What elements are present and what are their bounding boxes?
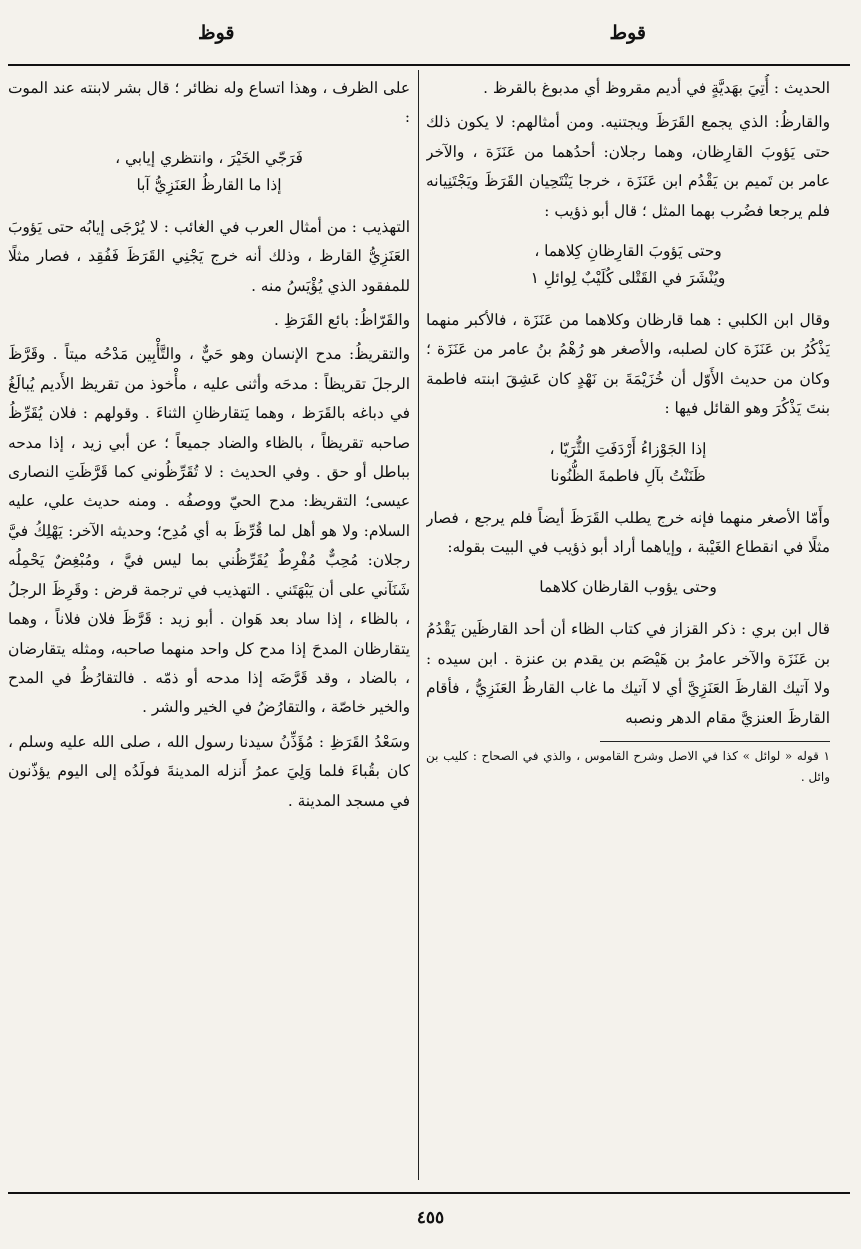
left-paragraph-5: وسَعْدُ القَرَظِ : مُؤَذِّنُ سيدنا رسول الله ، صلى الله عليه وسلم ، كان بقُباءَ فلما وَلِيَ عمرُ أَنزله المدينةَ فولَدُه إلى اليوم يؤذّنون في مسجد المدينة . <box>8 732 410 810</box>
left-paragraph-4: والتقريظُ: مدح الإنسان وهو حَيٌّ ، والتَّأْبِين مَدْحُه ميتاً . وقَرَّظَ الرجلَ تقريظاً : مدحَه وأثنى عليه ، مأْخوذ من تقريظ الأَديم يُبالَغُ في دباغه بالقَرَظ ، وهما يَتقارظانِ الثناءَ . وقولهم : فلان يُقَرِّظُ صاحبه تقريظاً ، بالظاء والضاد جميعاً ؛ عن أبي زيد ، إذا مدحه بباطل أو حق . وفي الحديث : لا تُقَرِّظُوني كما قَرَّظَتِ النصارى عيسى؛ التقريظ: مدح الحيّ ووصفُه . ومنه حديث علي، عليه السلام: ولا هو أهل لما قُرِّظَ به أي مُدِح؛ وحديثه الآخر: يَهْلِكُ فيَّ رجلان: مُحِبٌّ مُفْرِطٌ يُقَرِّظُني بما ليس فيَّ ، ومُبْغِضٌ يَحْمِلُه شَنَآني على أن يَبْهَتَني . التهذيب في ترجمة قرض : وقَرِظَ الرجلُ ، بالظاء ، إذا ساد بعد هَوان . أبو زيد : قَرَّظَ فلان فلاناً ، وهما يتقارظان المدحَ إذا مدح كل واحد منهما صاحبه، ومثله يتقارضان ، بالضاد ، وقد قَرَّضَه إذا مدحه أو ذمّه . فالتقارُظُ في المدح والخير خاصّة ، والتقارُضُ في الخير والشر . <box>8 345 410 717</box>
left-column <box>8 74 410 1178</box>
left-verse-1-line-1: فَرَجّي الخَيْرَ ، وانتظري إيابي ، <box>115 148 303 167</box>
left-paragraph-3: والقَرّاظُ: بائع القَرَظِ . <box>273 311 410 330</box>
header-left-word: قوظ <box>198 22 235 44</box>
right-paragraph-2: والقارظُ: الذي يجمع القَرَظَ ويجتنيه. ومن أمثالهم: لا يكون ذلك حتى يَؤوبَ القارِظان، وهما رجلان: أحدُهما من عَنَزَة ، والآخر عامر بن تَميم بن يَقْدُم ابن عَنَزَة ، خرجا يَنْتَحِيان القَرَظَ ويَجْتَنِيانه فلم يرجعا فضُرب بهما المثل ؛ قال أبو ذؤيب : <box>426 113 830 220</box>
right-paragraph-5: قال ابن بري : ذكر القزاز في كتاب الظاء أن أحد القارظَين يَقْدُمُ بن عَنَزَة والآخر عامرُ بن هَيْصَم بن يقدم بن عنزة . ابن سيده : ولا آتيك القارظَ العَنَزِيَّ أي لا آتيك ما غاب القارظُ العَنَزِيُّ ، فأقام القارظَ العنزيَّ مقام الدهر ونصبه <box>426 620 830 727</box>
right-verse-2-line-2: ظَنَنْتُ بآلِ فاطمةَ الظُّنُونا <box>550 466 706 485</box>
right-verse-1-line-1: وحتى يَؤوبَ القارِظانِ كِلاهما ، <box>534 242 722 261</box>
right-verse-3 <box>426 574 830 601</box>
right-verse-2 <box>426 436 830 490</box>
left-paragraph-2: التهذيب : من أمثال العرب في الغائب : لا يُرْجَى إيابُه حتى يَؤوبَ العَنَزِيُّ القارظ ، وذلك أنه خرج يَجْنِي القَرَظَ فَفُقِد ، فصار مثلًا للمفقود الذي يُؤْيَسُ منه . <box>8 217 410 295</box>
header-right-word: قوط <box>609 22 646 44</box>
footer-rule <box>8 1192 850 1194</box>
page-number: ٤٥٥ <box>416 1208 445 1228</box>
right-verse-1-line-2: ويُنْشَرَ في القَتْلى كُلَيْبٌ لِوائلِ ١ <box>530 269 726 288</box>
header-rule <box>8 64 850 66</box>
right-verse-2-line-1: إذا الجَوْزاءُ أَرْدَفَتِ الثُّرَيّا ، <box>549 439 707 458</box>
right-column <box>426 74 830 1178</box>
footnote: ١ قوله « لوائل » كذا في الاصل وشرح القاموس ، والذي في الصحاح : كليب بن وائل . <box>426 749 830 785</box>
left-verse-1 <box>8 145 410 199</box>
right-paragraph-1: الحديث : أُتِيَ بهَديَّةٍ في أديم مقروظ أي مدبوغ بالقرظ . <box>483 79 830 97</box>
left-paragraph-1: على الظرف ، وهذا اتساع وله نظائر ؛ قال بشر لابنته عند الموت : <box>8 79 410 127</box>
footnote-rule <box>600 741 830 742</box>
left-verse-1-line-2: إذا ما القارظُ العَنَزِيُّ آبا <box>136 175 282 194</box>
right-verse-3-line-1: وحتى يؤوب القارظان كلاهما <box>539 578 717 597</box>
page-header <box>0 22 861 52</box>
column-divider <box>418 70 419 1180</box>
right-paragraph-3: وقال ابن الكلبي : هما قارظان وكلاهما من عَنَزَة ، فالأكبر منهما يَذْكُرُ بن عَنَزَة كان لصلبه، والأصغر هو رُهْمُ بنُ عامر من عَنَزَة ؛ وكان من حديث الأَوّل أن خُزَيْمَةَ بن نَهْدٍ كان عَشِقَ ابنته فاطمة بنتَ يَذْكُرَ وهو القائل فيها : <box>426 311 830 418</box>
right-paragraph-4: وأَمّا الأصغر منهما فإنه خرج يطلب القَرَظَ أيضاً فلم يرجع ، فصار مثلًا في انقطاع الغَيْبة ، وإياهما أراد أبو ذؤيب في البيت بقوله: <box>426 508 830 557</box>
right-verse-1 <box>426 238 830 292</box>
